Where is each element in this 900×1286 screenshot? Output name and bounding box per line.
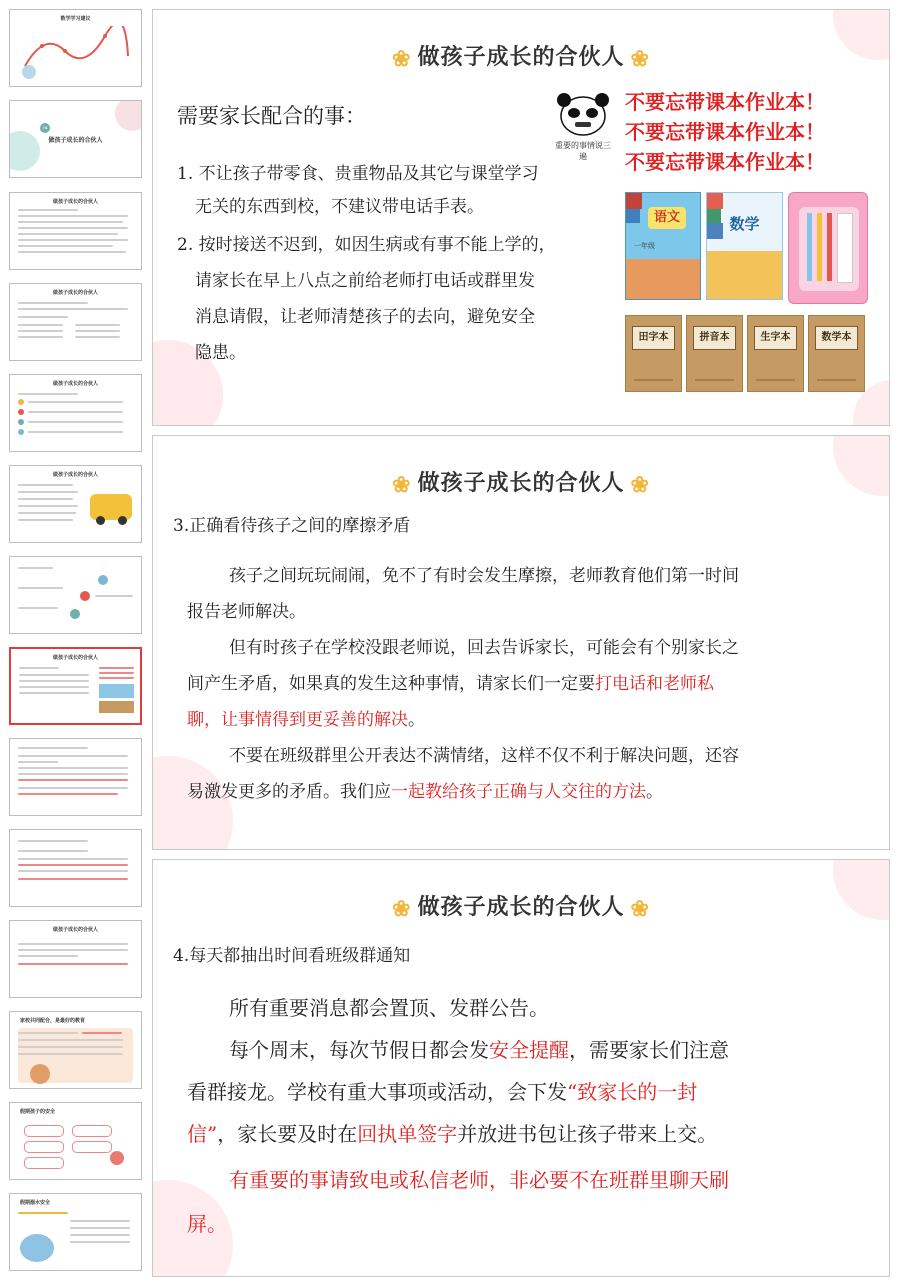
paragraph-3-line-1: 不要在班级群里公开表达不满情绪，这样不仅不利于解决问题，还容 [229,746,739,766]
slide-title: ❀ 做孩子成长的合伙人 ❀ [392,894,650,922]
item-2-line-2: 请家长在早上八点之前给老师打电话或群里发 [195,271,535,291]
slide-title: ❀ 做孩子成长的合伙人 ❀ [392,44,650,72]
thumbnail-title: 假期孩子的安全 [20,1109,56,1115]
paragraph-2-line-1: 但有时孩子在学校没跟老师说，回去告诉家长，可能会有个别家长之 [229,638,739,658]
flower-icon: ❀ [630,896,650,922]
thumbnail-title: 做孩子成长的合伙人 [52,290,98,296]
slide-1 [152,9,890,426]
slide-title: ❀ 做孩子成长的合伙人 ❀ [392,470,650,498]
thumbnail-title: 数学学习建议 [60,16,91,22]
slide-thumbnail-6[interactable] [9,465,142,543]
slide-3 [152,859,890,1277]
paragraph-2-line-3: 信”，家长要及时在回执单签字并放进书包让孩子带来上交。 [187,1122,718,1146]
item-2-line-3: 消息请假，让老师清楚孩子的去向，避免安全 [195,307,535,327]
thumbnail-title: 做孩子成长的合伙人 [52,927,98,933]
wave-path-graphic [20,26,130,76]
slide-thumbnail-11[interactable] [9,920,142,998]
math-textbook-image: 数学 [706,192,783,300]
paragraph-1: 所有重要消息都会置顶、发群公告。 [229,996,549,1020]
slide-thumbnail-14[interactable] [9,1193,142,1271]
item-2-line-4: 隐患。 [195,343,246,363]
slide-thumbnail-10[interactable] [9,829,142,907]
paragraph-1-line-1: 孩子之间玩玩闹闹，免不了有时会发生摩擦，老师教育他们第一时间 [229,566,739,586]
thumbnail-title: 假期溺水安全 [20,1200,51,1206]
thumbnail-title: 做孩子成长的合伙人 [52,472,98,478]
slide-thumbnail-4[interactable] [9,283,142,361]
panda-face-icon [553,92,613,136]
paragraph-3-line-1: 有重要的事请致电或私信老师，非必要不在班群里聊天刷 [229,1168,729,1192]
slide-thumbnail-12[interactable] [9,1011,142,1089]
school-bus-graphic [90,494,132,520]
thumbnail-title: 做孩子成长的合伙人 [52,655,98,661]
notebook-shuxue: 数学本 [808,315,865,392]
thumbnail-title: 做孩子成长的合伙人 [52,381,98,387]
slide-thumbnail-13[interactable] [9,1102,142,1180]
flower-icon: ❀ [392,46,412,72]
notebook-tianzi: 田字本 [625,315,682,392]
thumbnail-title: 做孩子成长的合伙人 [48,137,103,144]
meme-caption: 重要的事情说三遍 [555,141,611,161]
section-subheading: 3.正确看待孩子之间的摩擦矛盾 [173,516,411,536]
slide-thumbnail-3[interactable] [9,192,142,270]
paragraph-3-line-2: 易激发更多的矛盾。我们应一起教给孩子正确与人交往的方法。 [187,782,663,802]
reminder-line-2: 不要忘带课本作业本！ [625,120,825,144]
slide-thumbnail-7[interactable] [9,556,142,634]
section-subheading: 4.每天都抽出时间看班级群通知 [173,946,411,966]
paragraph-1-line-2: 报告老师解决。 [187,602,306,622]
slide-thumbnail-panel [0,0,148,1286]
notebook-shengzi: 生字本 [747,315,804,392]
paragraph-3-line-2: 屏。 [187,1212,227,1236]
pencil-case-image [788,192,868,304]
reminder-line-3: 不要忘带课本作业本！ [625,150,825,174]
thumbnail-title: 家校共同配合，是最好的教育 [20,1018,86,1024]
notebook-pinyin: 拼音本 [686,315,743,392]
slide-thumbnail-5[interactable] [9,374,142,452]
flower-icon: ❀ [392,896,412,922]
meme-image [553,92,613,161]
flower-icon: ❀ [630,472,650,498]
chinese-textbook-image: 语文 一年级 [625,192,701,300]
slide-thumbnail-8[interactable] [9,647,142,725]
thumbnail-title: 做孩子成长的合伙人 [52,199,98,205]
slide-thumbnail-2[interactable]: 04 做孩子成长的合伙人 [9,100,142,178]
item-2-line-1: 2. 按时接送不迟到，如因生病或有事不能上学的， [177,235,556,255]
slide-thumbnail-1[interactable] [9,9,142,87]
section-heading: 需要家长配合的事： [177,104,366,128]
item-1-line-1: 1. 不让孩子带零食、贵重物品及其它与课堂学习 [177,164,539,184]
paragraph-2-line-2: 间产生矛盾，如果真的发生这种事情，请家长们一定要打电话和老师私 [187,674,714,694]
reminder-line-1: 不要忘带课本作业本！ [625,90,825,114]
item-1-line-2: 无关的东西到校，不建议带电话手表。 [195,197,484,217]
paragraph-2-line-1: 每个周末，每次节假日都会发安全提醒，需要家长们注意 [229,1038,729,1062]
flower-icon: ❀ [392,472,412,498]
slide-2 [152,435,890,850]
slide-thumbnail-9[interactable] [9,738,142,816]
paragraph-2-line-3: 聊，让事情得到更妥善的解决。 [187,710,425,730]
paragraph-2-line-2: 看群接龙。学校有重大事项或活动，会下发“致家长的一封 [187,1080,698,1104]
flower-icon: ❀ [630,46,650,72]
